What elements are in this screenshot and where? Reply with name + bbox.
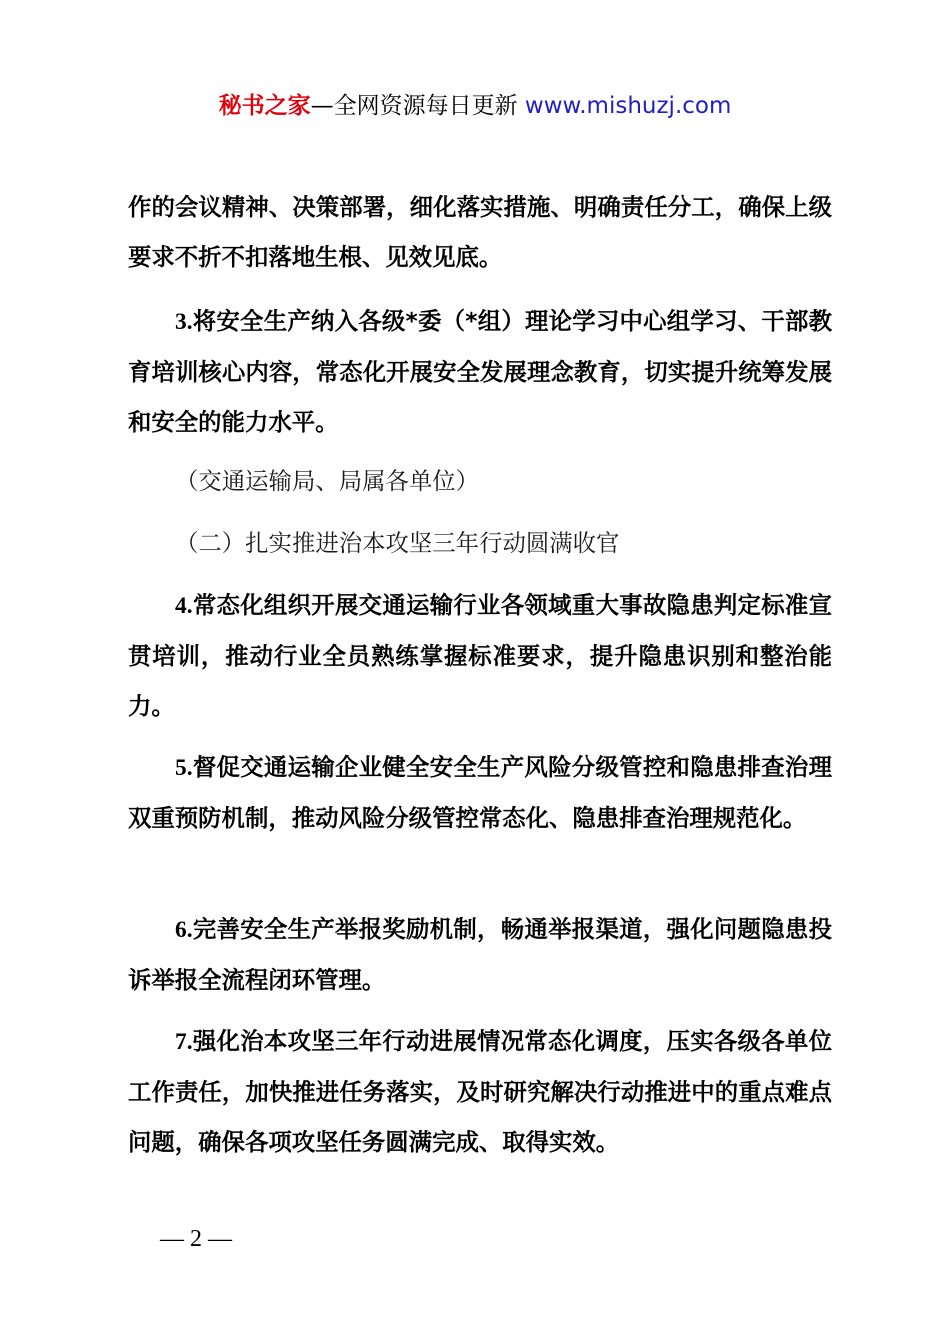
paragraph-text: 将安全生产纳入各级*委（*组）理论学习中心组学习、干部教育培训核心内容，常态化开展安全发展理念教育，切实提升统筹发展和安全的能力水平。 xyxy=(128,307,832,436)
paragraph-text: 完善安全生产举报奖励机制，畅通举报渠道，强化问题隐患投诉举报全流程闭环管理。 xyxy=(128,915,832,994)
item-number: 6. xyxy=(175,917,193,943)
brand-name: 秘书之家 xyxy=(218,93,311,119)
paragraph-item-5 xyxy=(128,742,832,843)
item-number: 3. xyxy=(175,309,193,335)
paragraph-text: 常态化组织开展交通运输行业各领域重大事故隐患判定标准宣贯培训，推动行业全员熟练掌握标准要求，提升隐患识别和整治能力。 xyxy=(128,591,832,720)
paragraph-text: 强化治本攻坚三年行动进展情况常态化调度，压实各级各单位工作责任，加快推进任务落实，及时研究解决行动推进中的重点难点问题，确保各项攻坚任务圆满完成、取得实效。 xyxy=(128,1027,832,1156)
item-number: 4. xyxy=(175,593,193,619)
section-title: （二）扎实推进治本攻坚三年行动圆满收官 xyxy=(175,529,620,557)
responsible-units xyxy=(128,456,832,506)
responsible-text: （交通运输局、局属各单位） xyxy=(175,467,480,495)
item-number: 5. xyxy=(175,755,193,781)
site-url[interactable]: www.mishuzj.com xyxy=(524,93,732,119)
paragraph-continuation xyxy=(128,182,832,282)
site-header xyxy=(0,86,950,126)
paragraph-item-7 xyxy=(128,1016,832,1167)
item-number: 7. xyxy=(175,1029,193,1055)
paragraph-text: 作的会议精神、决策部署，细化落实措施、明确责任分工，确保上级要求不折不扣落地生根、见效见底。 xyxy=(128,193,832,271)
paragraph-item-6 xyxy=(128,904,832,1005)
header-tagline: —全网资源每日更新 xyxy=(310,93,525,119)
paragraph-item-4 xyxy=(128,580,832,731)
paragraph-text: 督促交通运输企业健全安全生产风险分级管控和隐患排查治理双重预防机制，推动风险分级管控常态化、隐患排查治理规范化。 xyxy=(128,753,832,832)
section-heading xyxy=(128,518,832,568)
page-number: — 2 — xyxy=(160,1226,232,1252)
paragraph-item-3 xyxy=(128,296,832,447)
